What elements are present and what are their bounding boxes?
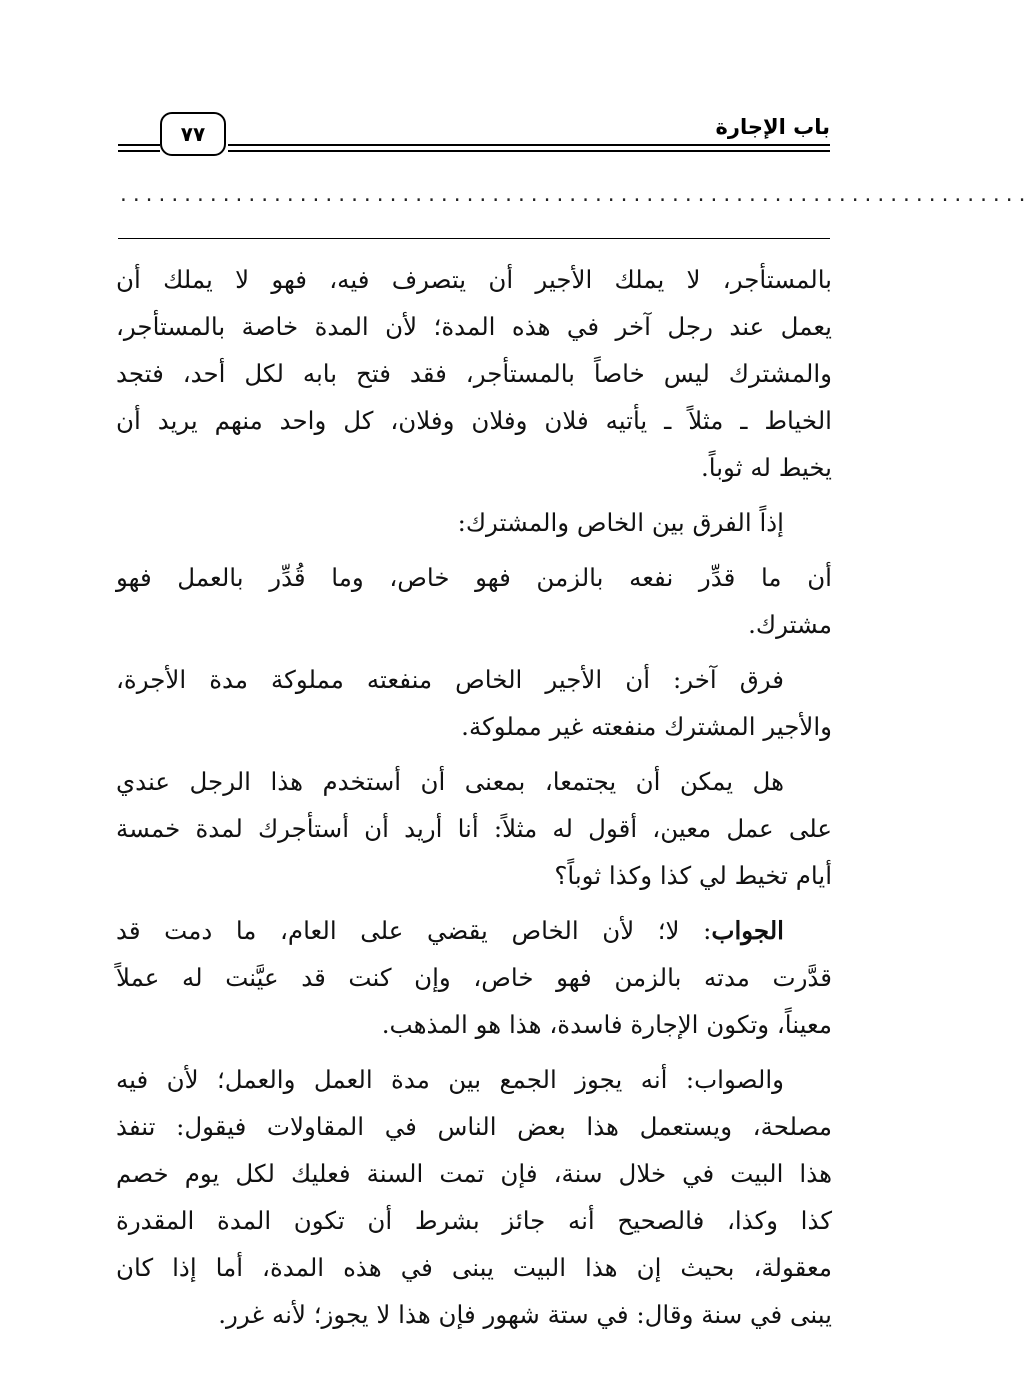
- paragraph: [116, 256, 832, 491]
- chapter-title: باب الإجارة: [715, 115, 830, 139]
- text-line: إذاً الفرق بين الخاص والمشترك:: [457, 508, 784, 537]
- text-line: فرق آخر: أن الأجير الخاص منفعته مملوكة مدة الأجرة،: [116, 665, 784, 694]
- paragraph: [116, 758, 832, 899]
- paragraph: [116, 1056, 832, 1338]
- answer-text: : لا؛ لأن الخاص يقضي على العام، ما دمت قد: [116, 916, 712, 945]
- page-header: [118, 112, 830, 160]
- section-separator: [118, 238, 830, 239]
- paragraph: [116, 554, 832, 648]
- text-line: أيام تخيط لي كذا وكذا ثوباً؟: [554, 861, 832, 890]
- paragraph: [116, 656, 832, 750]
- answer-label: الجواب: [711, 916, 784, 945]
- text-line: يخيط له ثوباً.: [700, 453, 832, 482]
- text-line: يبنى في سنة وقال: في ستة شهور فإن هذا لا يجوز؛ لأنه غرر.: [218, 1300, 832, 1329]
- header-rule: [118, 150, 160, 152]
- text-line: على عمل معين، أقول له مثلاً: أنا أريد أن أستأجرك لمدة خمسة: [116, 814, 832, 843]
- text-line: قدَّرت مدته بالزمن فهو خاص، وإن كنت قد عيَّنت له عملاً: [116, 963, 832, 992]
- text-line: معيناً، وتكون الإجارة فاسدة، هذا هو المذهب.: [381, 1010, 832, 1039]
- text-line: والصواب: أنه يجوز الجمع بين مدة العمل والعمل؛ لأن فيه: [116, 1065, 784, 1094]
- paragraph: [116, 907, 832, 1048]
- text-line: [116, 907, 832, 954]
- dotted-separator: .......................................................................: [118, 185, 1029, 206]
- header-rule: [228, 144, 830, 146]
- header-rule: [228, 150, 830, 152]
- text-line: هذا البيت في خلال سنة، فإن تمت السنة فعليك لكل يوم خصم: [116, 1159, 832, 1188]
- text-line: هل يمكن أن يجتمعا، بمعنى أن أستخدم هذا الرجل عندي: [116, 767, 784, 796]
- text-line: مصلحة، ويستعمل هذا بعض الناس في المقاولات فيقول: تنفذ: [116, 1112, 832, 1141]
- text-line: والمشترك ليس خاصاً بالمستأجر، فقد فتح بابه لكل أحد، فتجد: [116, 359, 832, 388]
- text-line: مشترك.: [748, 610, 832, 639]
- text-line: معقولة، بحيث إن هذا البيت يبنى في هذه المدة، أما إذا كان: [116, 1253, 832, 1282]
- text-line: والأجير المشترك منفعته غير مملوكة.: [461, 712, 832, 741]
- text-line: يعمل عند رجل آخر في هذه المدة؛ لأن المدة خاصة بالمستأجر،: [116, 312, 832, 341]
- text-line: بالمستأجر، لا يملك الأجير أن يتصرف فيه، فهو لا يملك أن: [116, 265, 832, 294]
- text-line: كذا وكذا، فالصحيح أنه جائز بشرط أن تكون المدة المقدرة: [116, 1206, 832, 1235]
- text-line: الخياط ـ مثلاً ـ يأتيه فلان وفلان وفلان، كل واحد منهم يريد أن: [116, 406, 832, 435]
- paragraph: [116, 499, 832, 546]
- body-text: [116, 256, 832, 1338]
- page-number: ٧٧: [160, 112, 226, 156]
- text-line: أن ما قدِّر نفعه بالزمن فهو خاص، وما قُدِّر بالعمل فهو: [116, 563, 832, 592]
- header-rule: [118, 144, 160, 146]
